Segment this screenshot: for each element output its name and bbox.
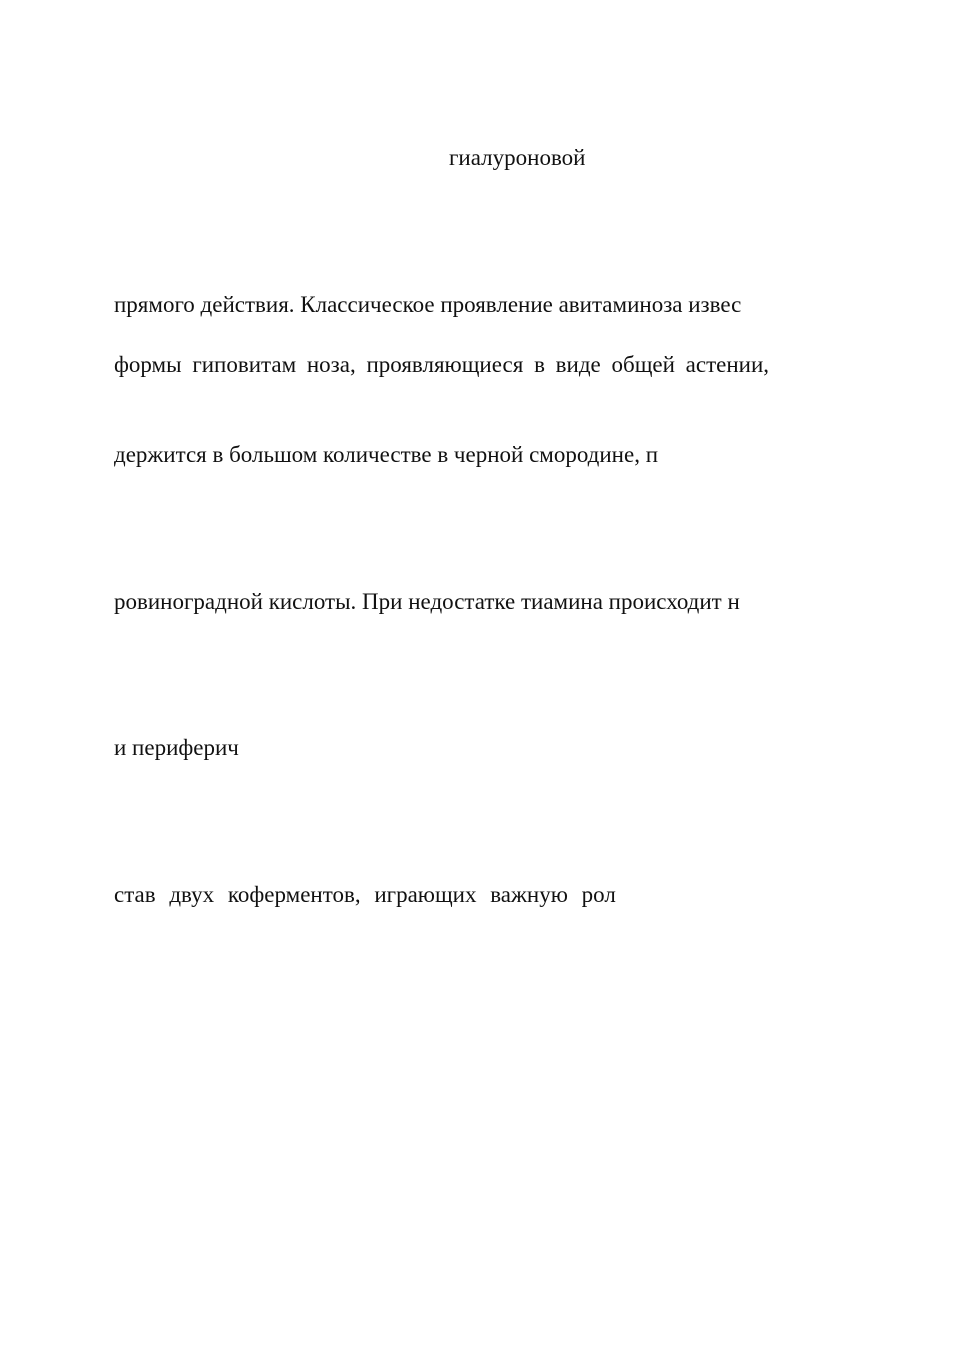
text-line: ровиноградной кислоты. При недостатке тиамина происходит н (114, 589, 740, 614)
text-line: став двух коферментов, играющих важную рол (114, 882, 616, 907)
text-line: и периферич (114, 735, 239, 760)
text-line: гиалуроновой (449, 145, 586, 170)
text-line: формы гиповитам ноза, проявляющиеся в виде общей астении, (114, 352, 770, 377)
text-line: держится в большом количестве в черной смородине, п (114, 442, 659, 467)
text-line: прямого действия. Классическое проявление авитаминоза извес (114, 292, 742, 317)
